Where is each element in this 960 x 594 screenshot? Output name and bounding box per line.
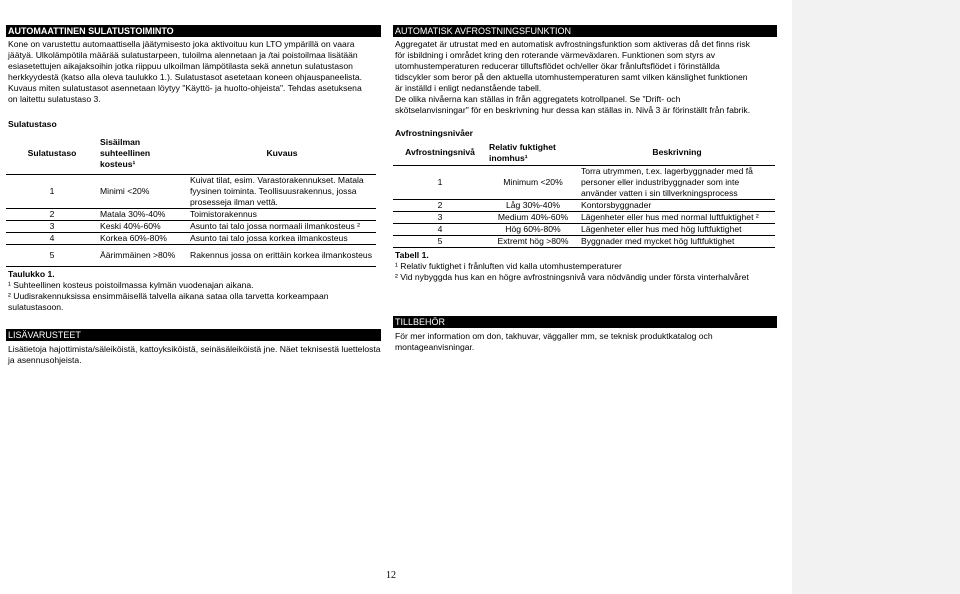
intro-line: Kone on varustettu automaattisella jäätymisesto joka aktivoituu kun LTO ympärillä on vaara [8, 39, 355, 49]
cell-level: 1 [393, 165, 487, 199]
cell-humidity: Äärimmäinen >80% [98, 244, 188, 266]
table-row [393, 165, 775, 199]
section-header-accessories-sv: TILLBEHÖR [393, 316, 777, 328]
cell-humidity: Låg 30%-40% [487, 199, 579, 211]
section-header-defrost-fi: AUTOMAATTINEN SULATUSTOIMINTO [6, 25, 381, 37]
table-header-row [6, 134, 376, 174]
intro-line: on laitettu sulatustaso 3. [8, 94, 101, 104]
cell-level: 3 [6, 220, 98, 232]
intro-line: esiasetettujen aikajaksoihin jotka riippuu ulkoilman lämpötilasta sekä annetun sulatustason [8, 61, 353, 71]
cell-level: 5 [393, 235, 487, 247]
header-humidity: Sisäilman suhteellinen kosteus¹ [98, 134, 188, 174]
cell-humidity: Minimum <20% [487, 165, 579, 199]
intro-line: herkkyydestä (katso alla oleva taulukko 1.). Sulatustasot asetetaan koneen ohjauspaneelista. [8, 72, 362, 82]
intro-paragraph-fi [8, 39, 381, 105]
cell-humidity: Medium 40%-60% [487, 211, 579, 223]
cell-humidity: Minimi <20% [98, 174, 188, 208]
cell-level: 2 [393, 199, 487, 211]
intro-line: Kuvaus miten sulatustasot asennetaan löytyy "Käyttö- ja huolto-ohjeista". Tehdas asetuksena [8, 83, 362, 93]
table-row [6, 208, 376, 220]
table-row [393, 199, 775, 211]
cell-description: Toimistorakennus [188, 208, 376, 220]
table-caption-fi: Taulukko 1. [8, 268, 55, 279]
table-row [6, 174, 376, 208]
cell-humidity: Extremt hög >80% [487, 235, 579, 247]
cell-description: Kuivat tilat, esim. Varastorakennukset. Matala fyysinen toiminta. Teollisuusrakennus, jossa prosesseja ilman vettä. [188, 174, 376, 208]
cell-level: 2 [6, 208, 98, 220]
cell-description: Asunto tai talo jossa korkea ilmankosteus [188, 232, 376, 244]
cell-humidity: Keski 40%-60% [98, 220, 188, 232]
finnish-column [6, 25, 381, 366]
table-caption-sv: Tabell 1. [395, 249, 429, 260]
cell-description: Asunto tai talo jossa normaali ilmankosteus ² [188, 220, 376, 232]
header-level: Avfrostningsnivå [393, 141, 487, 165]
intro-line: utomhustemperaturen reducerar tilluftsflödet och/eller ökar frånluftsflödet i förinställda [395, 61, 720, 71]
table-row [6, 232, 376, 244]
defrost-level-table-sv [393, 141, 775, 248]
header-description: Kuvaus [188, 134, 376, 174]
cell-humidity: Hög 60%-80% [487, 223, 579, 235]
accessories-text-sv: För mer information om don, takhuvar, väggaller mm, se teknisk produktkatalog och montageanvisningar. [395, 330, 713, 352]
intro-line: jäätyä. Ulkolämpötila määrää sulatustarpeen, tuloilma alennetaan ja /tai poistoilmaa lisätään [8, 50, 358, 60]
intro-line: är inställd i enligt nedanstående tabell. [395, 83, 542, 93]
header-description: Beskrivning [579, 141, 775, 165]
cell-description: Lägenheter eller hus med normal luftfuktighet ² [579, 211, 775, 223]
intro-line: tidscykler som beror på den aktuella utomhustemperaturen samt vilken känslighet funktionen [395, 72, 748, 82]
header-level: Sulatustaso [6, 134, 98, 174]
cell-level: 3 [393, 211, 487, 223]
table-title-sv: Avfrostningsnivåer [395, 128, 473, 138]
intro-paragraph-sv [395, 39, 777, 116]
cell-humidity: Matala 30%-40% [98, 208, 188, 220]
cell-description: Byggnader med mycket hög luftfuktighet [579, 235, 775, 247]
footnote-2-sv: ² Vid nybyggda hus kan en högre avfrostningsnivå vara nödvändig under första vinterhalvåret [395, 271, 749, 282]
table-row [6, 244, 376, 266]
table-row [393, 235, 775, 247]
table-row [393, 223, 775, 235]
cell-level: 5 [6, 244, 98, 266]
footnote-1-fi: ¹ Suhteellinen kosteus poistoilmassa kylmän vuodenajan aikana. [8, 279, 254, 290]
cell-level: 1 [6, 174, 98, 208]
footnote-1-sv: ¹ Relativ fuktighet i frånluften vid kalla utomhustemperaturer [395, 260, 622, 271]
header-humidity: Relativ fuktighet inomhus¹ [487, 141, 579, 165]
cell-level: 4 [393, 223, 487, 235]
footnote-2-fi: ² Uudisrakennuksissa ensimmäisellä talvella aikana sataa olla tarvetta korkeampaan sulatustasoon. [8, 290, 329, 312]
intro-line: skötselanvisningar" för en beskrivning hur dessa kan ställas in. Nivå 3 är förinställt från fabrik. [395, 105, 751, 115]
table-row [393, 211, 775, 223]
intro-line: De olika nivåerna kan ställas in från aggregatets kotrollpanel. Se "Drift- och [395, 94, 681, 104]
defrost-level-table-fi [6, 134, 376, 267]
table-row [6, 220, 376, 232]
section-header-defrost-sv: AUTOMATISK AVFROSTNINGSFUNKTION [393, 25, 777, 37]
table-title-fi: Sulatustaso [8, 119, 57, 129]
section-header-accessories-fi: LISÄVARUSTEET [6, 329, 381, 341]
cell-description: Torra utrymmen, t.ex. lagerbyggnader med få personer eller industribyggnader som inte använder vatten i sin tillverkningsprocess [579, 165, 775, 199]
cell-description: Lägenheter eller hus med hög luftfuktighet [579, 223, 775, 235]
swedish-column [393, 25, 777, 353]
accessories-text-fi: Lisätietoja hajottimista/säleiköistä, kattoyksiköistä, seinäsäleiköistä jne. Näet teknisestä luettelosta ja asennusohjeista. [8, 343, 381, 365]
cell-description: Rakennus jossa on erittäin korkea ilmankosteus [188, 244, 376, 266]
page-margin-panel [792, 0, 960, 594]
intro-line: för isbildning i området kring den roterande värmeväxlaren. Funktionen som styrs av [395, 50, 716, 60]
cell-description: Kontorsbyggnader [579, 199, 775, 211]
table-header-row [393, 141, 775, 165]
cell-humidity: Korkea 60%-80% [98, 232, 188, 244]
cell-level: 4 [6, 232, 98, 244]
page-number: 12 [386, 570, 396, 581]
intro-line: Aggregatet är utrustat med en automatisk avfrostningsfunktion som aktiveras då det finns risk [395, 39, 750, 49]
